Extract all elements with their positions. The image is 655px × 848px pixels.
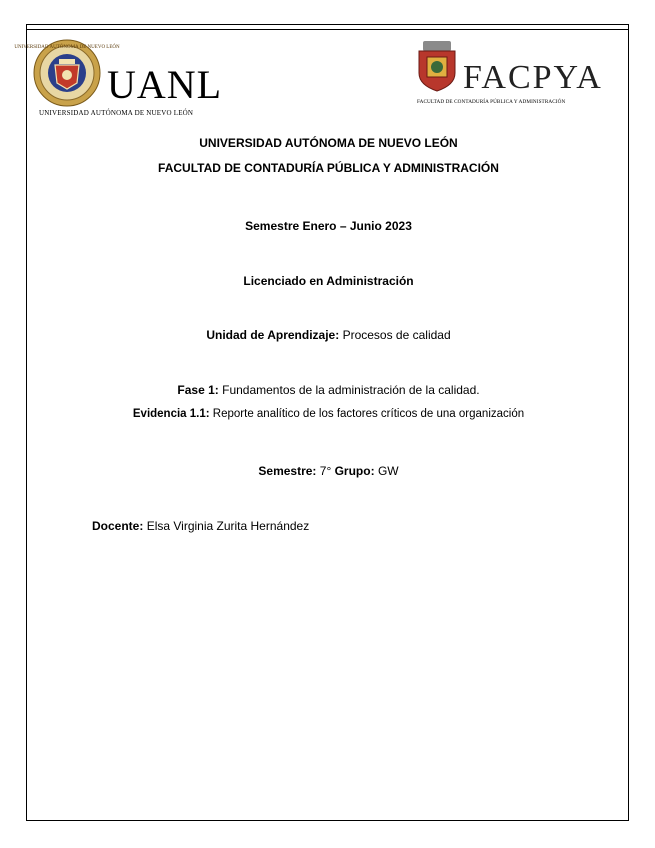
degree: Licenciado en Administración (243, 274, 414, 288)
learning-unit (27, 328, 630, 342)
facpya-shield-icon (417, 41, 457, 96)
teacher (92, 519, 309, 533)
teacher-label: Docente: (92, 519, 144, 533)
uanl-seal-text: UNIVERSIDAD AUTÓNOMA DE NUEVO LEÓN (14, 45, 120, 50)
faculty-name: FACULTAD DE CONTADURÍA PÚBLICA Y ADMINISTRACIÓN (158, 161, 499, 175)
uanl-subtitle: UNIVERSIDAD AUTÓNOMA DE NUEVO LEÓN (39, 109, 194, 117)
evidence-value: Reporte analítico de los factores críticos de una organización (212, 408, 525, 420)
facpya-subtitle: FACULTAD DE CONTADURÍA PÚBLICA Y ADMINISTRACIÓN (417, 99, 566, 105)
phase-label: Fase 1: (177, 383, 219, 397)
semester-value: 7° (319, 464, 332, 478)
semester-label: Semestre: (258, 464, 317, 478)
university-name: UNIVERSIDAD AUTÓNOMA DE NUEVO LEÓN (199, 136, 458, 150)
page-frame (14, 24, 629, 821)
uanl-seal-icon (14, 39, 120, 112)
evidence (27, 408, 630, 420)
top-rule (27, 29, 628, 30)
evidence-label: Evidencia 1.1: (132, 408, 210, 420)
learning-unit-value: Procesos de calidad (342, 328, 451, 342)
teacher-value: Elsa Virginia Zurita Hernández (146, 519, 310, 533)
semester-period: Semestre Enero – Junio 2023 (245, 219, 412, 233)
semester-group (27, 464, 630, 478)
uanl-wordmark: UANL (107, 62, 223, 107)
facpya-wordmark: FACPYA (463, 59, 603, 96)
learning-unit-label: Unidad de Aprendizaje: (206, 328, 340, 342)
group-value: GW (377, 464, 399, 478)
group-label: Grupo: (334, 464, 375, 478)
phase (27, 383, 630, 397)
phase-value: Fundamentos de la administración de la calidad. (222, 383, 480, 397)
